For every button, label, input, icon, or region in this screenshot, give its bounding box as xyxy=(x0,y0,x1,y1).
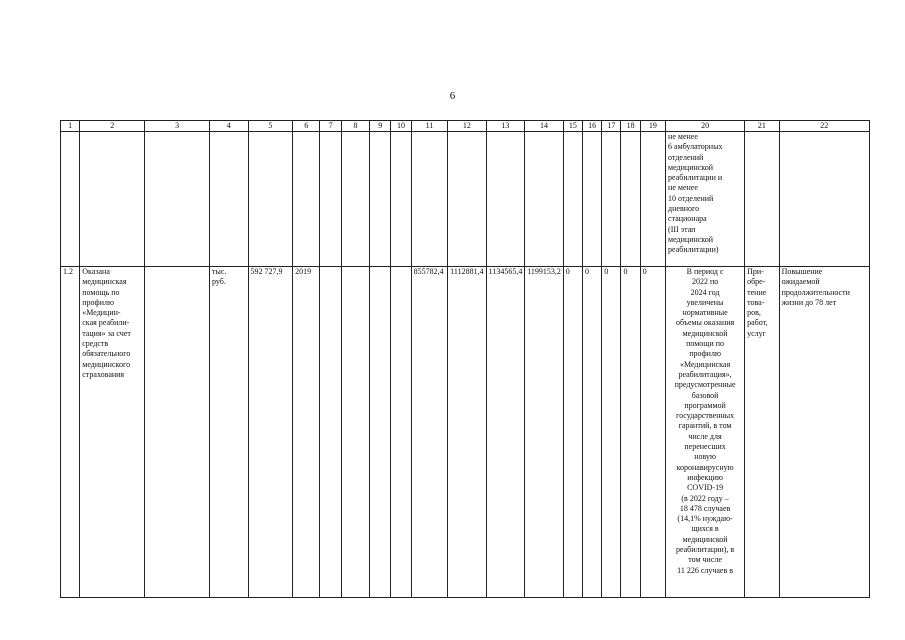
cell-unit xyxy=(210,132,249,267)
cell xyxy=(391,267,411,598)
cell xyxy=(320,132,341,267)
cell-description: В период с 2022 по 2024 год увеличены нормативные объемы оказания медицинской помощи по профилю «Медицинская реабилитация», предусмотренные базовой программой государственных гарантий, в том числе для перенесших новую коронавирусную инфекцию COVID-19 (в 2022 году – 18 478 случаев (14,1% нуждаю- щихся в медицинской реабилитации), в том числе 11 226 случаев в xyxy=(666,267,745,598)
cell-type xyxy=(745,132,779,267)
cell-value: 1112881,4 xyxy=(448,267,487,598)
column-header: 1 xyxy=(61,121,80,132)
cell-number xyxy=(61,132,80,267)
column-header: 16 xyxy=(582,121,601,132)
cell xyxy=(320,267,341,598)
page-number: 6 xyxy=(449,90,456,102)
cell-base-year xyxy=(293,132,320,267)
cell xyxy=(621,132,640,267)
cell-value xyxy=(525,132,564,267)
cell-value: 1134565,4 xyxy=(486,267,525,598)
cell xyxy=(341,267,369,598)
column-header: 11 xyxy=(411,121,447,132)
cell-goal: Повышение ожидаемой продолжительности жизни до 78 лет xyxy=(779,267,869,598)
column-header: 20 xyxy=(666,121,745,132)
table-row xyxy=(61,132,870,267)
cell-value: 0 xyxy=(621,267,640,598)
cell xyxy=(145,267,210,598)
cell xyxy=(563,132,582,267)
cell-value xyxy=(486,132,525,267)
column-header: 21 xyxy=(745,121,779,132)
table-row xyxy=(61,267,870,598)
column-header: 9 xyxy=(370,121,391,132)
header-row xyxy=(61,121,870,132)
cell xyxy=(391,132,411,267)
column-header: 4 xyxy=(210,121,249,132)
cell-description: не менее 6 амбулаторных отделений медицинской реабилитации и не менее 10 отделений дневного стационара (III этап медицинской реабилитации) xyxy=(666,132,745,267)
cell-base-value xyxy=(248,132,293,267)
cell-result: Оказана медицинская помощь по профилю «Медицин- ская реабили- тация» за счет средств обязательного медицинского страхования xyxy=(80,267,145,598)
cell-unit: тыс. руб. xyxy=(210,267,249,598)
cell-base-year: 2019 xyxy=(293,267,320,598)
cell-value: 0 xyxy=(563,267,582,598)
cell xyxy=(640,132,665,267)
cell-value: 1199153,2 xyxy=(525,267,564,598)
cell-value: 0 xyxy=(602,267,621,598)
cell xyxy=(341,132,369,267)
cell-value: 0 xyxy=(582,267,601,598)
cell xyxy=(145,132,210,267)
cell-result xyxy=(80,132,145,267)
cell-value: 0 xyxy=(640,267,665,598)
cell-base-value: 592 727,9 xyxy=(248,267,293,598)
cell xyxy=(582,132,601,267)
column-header: 14 xyxy=(525,121,564,132)
program-table xyxy=(60,120,870,598)
column-header: 5 xyxy=(248,121,293,132)
cell-value xyxy=(411,132,447,267)
cell-value xyxy=(448,132,487,267)
column-header: 18 xyxy=(621,121,640,132)
column-header: 10 xyxy=(391,121,411,132)
column-header: 8 xyxy=(341,121,369,132)
column-header: 17 xyxy=(602,121,621,132)
cell-type: При- обре- тение това- ров, работ, услуг xyxy=(745,267,779,598)
column-header: 6 xyxy=(293,121,320,132)
column-header: 7 xyxy=(320,121,341,132)
cell-number: 1.2 xyxy=(61,267,80,598)
column-header: 3 xyxy=(145,121,210,132)
cell xyxy=(370,267,391,598)
cell xyxy=(602,132,621,267)
column-header: 13 xyxy=(486,121,525,132)
cell-value: 855782,4 xyxy=(411,267,447,598)
column-header: 22 xyxy=(779,121,869,132)
column-header: 2 xyxy=(80,121,145,132)
column-header: 19 xyxy=(640,121,665,132)
column-header: 15 xyxy=(563,121,582,132)
cell xyxy=(370,132,391,267)
column-header: 12 xyxy=(448,121,487,132)
cell-goal xyxy=(779,132,869,267)
